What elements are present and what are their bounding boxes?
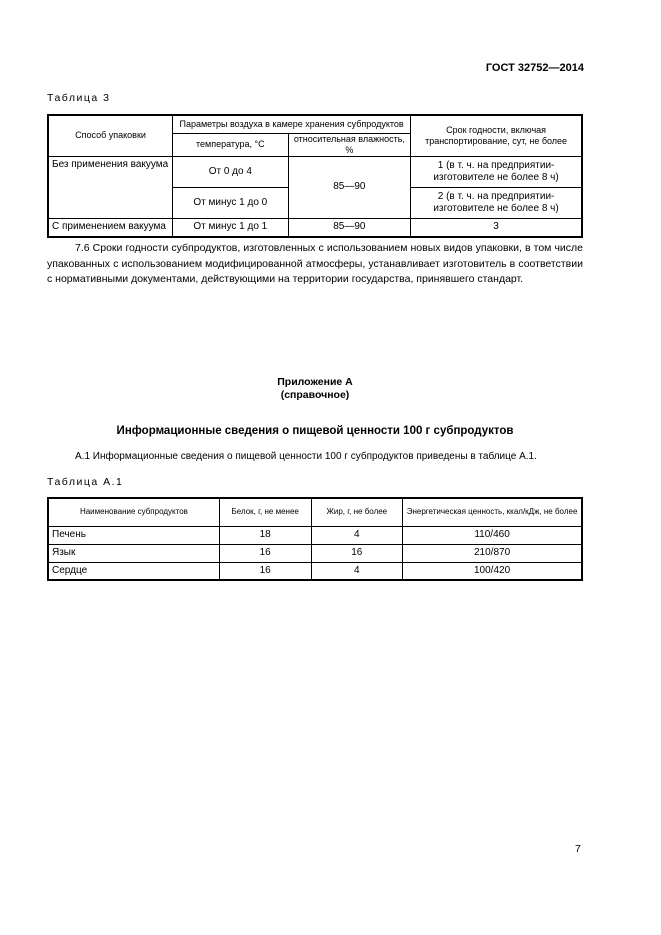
table-3-cell: С применением вакуума <box>48 219 173 237</box>
paragraph-7-6: 7.6 Сроки годности субпродуктов, изготовленных с использованием новых видов упаковки, в том числе упакованных с использованием модифицированной атмосферы, устанавливает изготовитель в соответствии с нормативными документами, действующими на территории государства, принявшего стандарт. <box>47 242 583 286</box>
table-3-cell: 85—90 <box>288 219 411 237</box>
table-a1-cell: Сердце <box>48 562 219 580</box>
table-a1-cell: 110/460 <box>403 526 582 544</box>
table-a1-cell: 100/420 <box>403 562 582 580</box>
table-3-header-humidity: относительная влажность, % <box>288 133 411 157</box>
table-a1-cell: 18 <box>219 526 311 544</box>
table-3-header-air-params: Параметры воздуха в камере хранения субпродуктов <box>173 115 411 133</box>
table-3-cell: 3 <box>411 219 582 237</box>
table-a1-cell: Печень <box>48 526 219 544</box>
table-a1-header: Белок, г, не менее <box>219 498 311 526</box>
appendix-intro: А.1 Информационные сведения о пищевой ценности 100 г субпродуктов приведены в таблице А.1. <box>75 451 537 462</box>
table-3-caption: Таблица 3 <box>47 92 111 104</box>
table-row <box>48 544 582 562</box>
table-3-cell: От 0 до 4 <box>173 157 289 188</box>
table-3-header-packing: Способ упаковки <box>48 115 173 157</box>
table-a1-header: Жир, г, не более <box>311 498 403 526</box>
table-row <box>48 219 582 237</box>
table-a1-cell: 4 <box>311 526 403 544</box>
table-3-cell: Без применения вакуума <box>48 157 173 219</box>
table-a1-caption: Таблица А.1 <box>47 476 124 488</box>
table-3-header-temperature: температура, °С <box>173 133 289 157</box>
table-a1 <box>47 497 583 581</box>
table-row <box>48 562 582 580</box>
table-a1-cell: 4 <box>311 562 403 580</box>
table-a1-cell: Язык <box>48 544 219 562</box>
table-3-cell: 85—90 <box>288 157 411 219</box>
table-a1-header: Наименование субпродуктов <box>48 498 219 526</box>
table-row <box>48 157 582 188</box>
table-a1-cell: 210/870 <box>403 544 582 562</box>
table-a1-header: Энергетическая ценность, ккал/кДж, не более <box>403 498 582 526</box>
table-a1-cell: 16 <box>219 544 311 562</box>
appendix-title: Информационные сведения о пищевой ценности 100 г субпродуктов <box>116 425 514 437</box>
appendix-kind: (справочное) <box>280 389 350 401</box>
table-3-cell: 2 (в т. ч. на предприятии-изготовителе не более 8 ч) <box>411 188 582 219</box>
table-3 <box>47 114 583 238</box>
table-3-header-shelf-life: Срок годности, включая транспортирование, сут, не более <box>411 115 582 157</box>
appendix-label: Приложение А <box>277 376 353 388</box>
table-3-cell: От минус 1 до 0 <box>173 188 289 219</box>
page-number: 7 <box>575 843 581 855</box>
table-3-cell: От минус 1 до 1 <box>173 219 289 237</box>
table-a1-cell: 16 <box>219 562 311 580</box>
document-code: ГОСТ 32752—2014 <box>485 62 584 74</box>
table-row <box>48 526 582 544</box>
table-3-cell: 1 (в т. ч. на предприятии-изготовителе не более 8 ч) <box>411 157 582 188</box>
table-a1-cell: 16 <box>311 544 403 562</box>
